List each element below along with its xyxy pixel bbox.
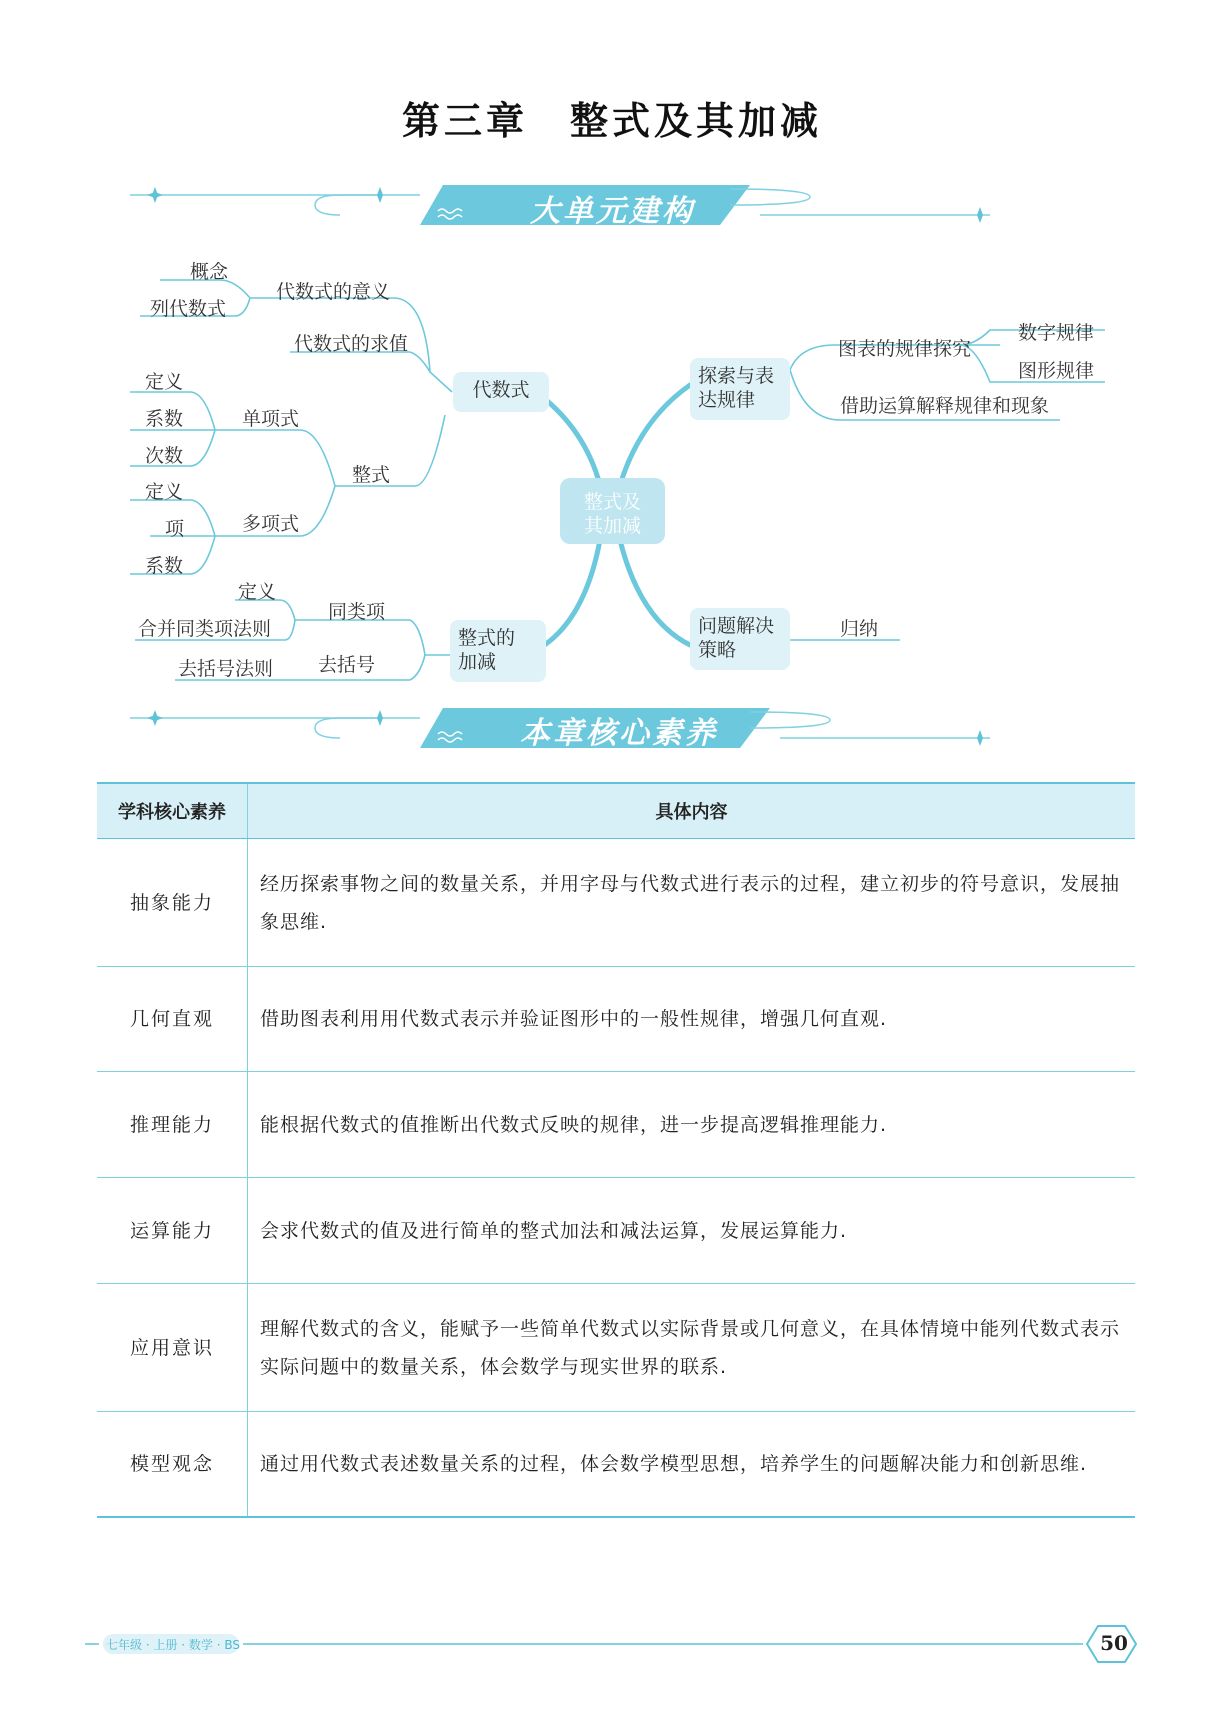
- jiajian-line-1: 整式的: [458, 627, 516, 649]
- node-duo-dingyi: 定义: [145, 481, 184, 503]
- node-tong-dingyi: 定义: [238, 581, 277, 603]
- table-row: [97, 1072, 1135, 1178]
- node-zhengshi: 整式: [352, 464, 391, 486]
- table-row: [97, 839, 1135, 967]
- row-label: 应用意识: [97, 1284, 248, 1412]
- node-dan-dingyi: 定义: [145, 371, 184, 393]
- node-zhengshi-jiajian: [450, 620, 546, 682]
- banner-core-title: 本章核心素养: [520, 716, 718, 751]
- node-guina: 归纳: [840, 618, 879, 640]
- node-tuxing-guilv: 图形规律: [1018, 360, 1095, 382]
- node-duoxiangshi: 多项式: [242, 513, 300, 535]
- node-dan-xishu: 系数: [145, 408, 184, 430]
- node-daishushi-yiyi: 代数式的意义: [276, 281, 391, 303]
- chapter-title: 第三章 整式及其加减: [401, 99, 822, 143]
- center-line-1: 整式及: [583, 491, 641, 513]
- node-quguohao: 去括号: [318, 654, 376, 676]
- row-label: 推理能力: [97, 1072, 248, 1178]
- node-lie-daishushi: 列代数式: [150, 298, 227, 320]
- banner-structure-title: 大单元建构: [530, 194, 695, 229]
- node-shuzi-guilv: 数字规律: [1018, 322, 1095, 344]
- node-quguohao-fazhe: 去括号法则: [178, 658, 274, 680]
- row-content: 经历探索事物之间的数量关系，并用字母与代数式进行表示的过程，建立初步的符号意识，发展抽象思维.: [248, 839, 1136, 967]
- table-row: [97, 967, 1135, 1072]
- center-line-2: 其加减: [583, 515, 641, 537]
- header-content: 具体内容: [248, 783, 1136, 839]
- header-subject: 学科核心素养: [97, 783, 248, 839]
- row-content: 会求代数式的值及进行简单的整式加法和减法运算，发展运算能力.: [248, 1178, 1136, 1284]
- node-hebing-fazhe: 合并同类项法则: [138, 618, 272, 640]
- table-row: [97, 1178, 1135, 1284]
- table-row: [97, 1284, 1135, 1412]
- node-tubiao-guilv: 图表的规律探究: [838, 338, 972, 360]
- row-content: 能根据代数式的值推断出代数式反映的规律，进一步提高逻辑推理能力.: [248, 1072, 1136, 1178]
- row-content: 通过用代数式表述数量关系的过程，体会数学模型思想，培养学生的问题解决能力和创新思维.: [248, 1412, 1136, 1517]
- node-daishushi: 代数式: [453, 372, 549, 412]
- row-label: 运算能力: [97, 1178, 248, 1284]
- tansuo-line-2: 达规律: [698, 389, 756, 411]
- tansuo-line-1: 探索与表: [698, 365, 775, 387]
- node-duo-xishu: 系数: [145, 555, 184, 577]
- row-label: 抽象能力: [97, 839, 248, 967]
- page-number: 50: [1100, 1631, 1128, 1655]
- node-wenti-celue: [690, 608, 790, 670]
- node-daishushi-qiuzhi: 代数式的求值: [294, 333, 409, 355]
- row-content: 借助图表利用用代数式表示并验证图形中的一般性规律，增强几何直观.: [248, 967, 1136, 1072]
- row-label: 模型观念: [97, 1412, 248, 1517]
- footer-book-label: 七年级 · 上册 · 数学 · BS: [106, 1638, 240, 1652]
- table-row: [97, 1412, 1135, 1517]
- mindmap-center-node: [560, 478, 665, 544]
- core-literacy-table: [97, 782, 1135, 1518]
- node-gainian: 概念: [190, 261, 229, 283]
- node-tansuo-guilv: [690, 358, 790, 420]
- table-header-row: [97, 783, 1135, 839]
- node-dan-cishu: 次数: [145, 445, 184, 467]
- node-danxiangshi: 单项式: [242, 408, 300, 430]
- wenti-line-2: 策略: [698, 639, 737, 661]
- node-jiezhu-yunsuan: 借助运算解释规律和现象: [840, 395, 1050, 417]
- node-duo-xiang: 项: [165, 518, 185, 540]
- row-content: 理解代数式的含义，能赋予一些简单代数式以实际背景或几何意义，在具体情境中能列代数式表示实际问题中的数量关系，体会数学与现实世界的联系.: [248, 1284, 1136, 1412]
- jiajian-line-2: 加减: [458, 651, 497, 673]
- node-tongleixiang: 同类项: [328, 601, 386, 623]
- row-label: 几何直观: [97, 967, 248, 1072]
- footer-decoration: [85, 1620, 1145, 1670]
- wenti-line-1: 问题解决: [698, 615, 775, 637]
